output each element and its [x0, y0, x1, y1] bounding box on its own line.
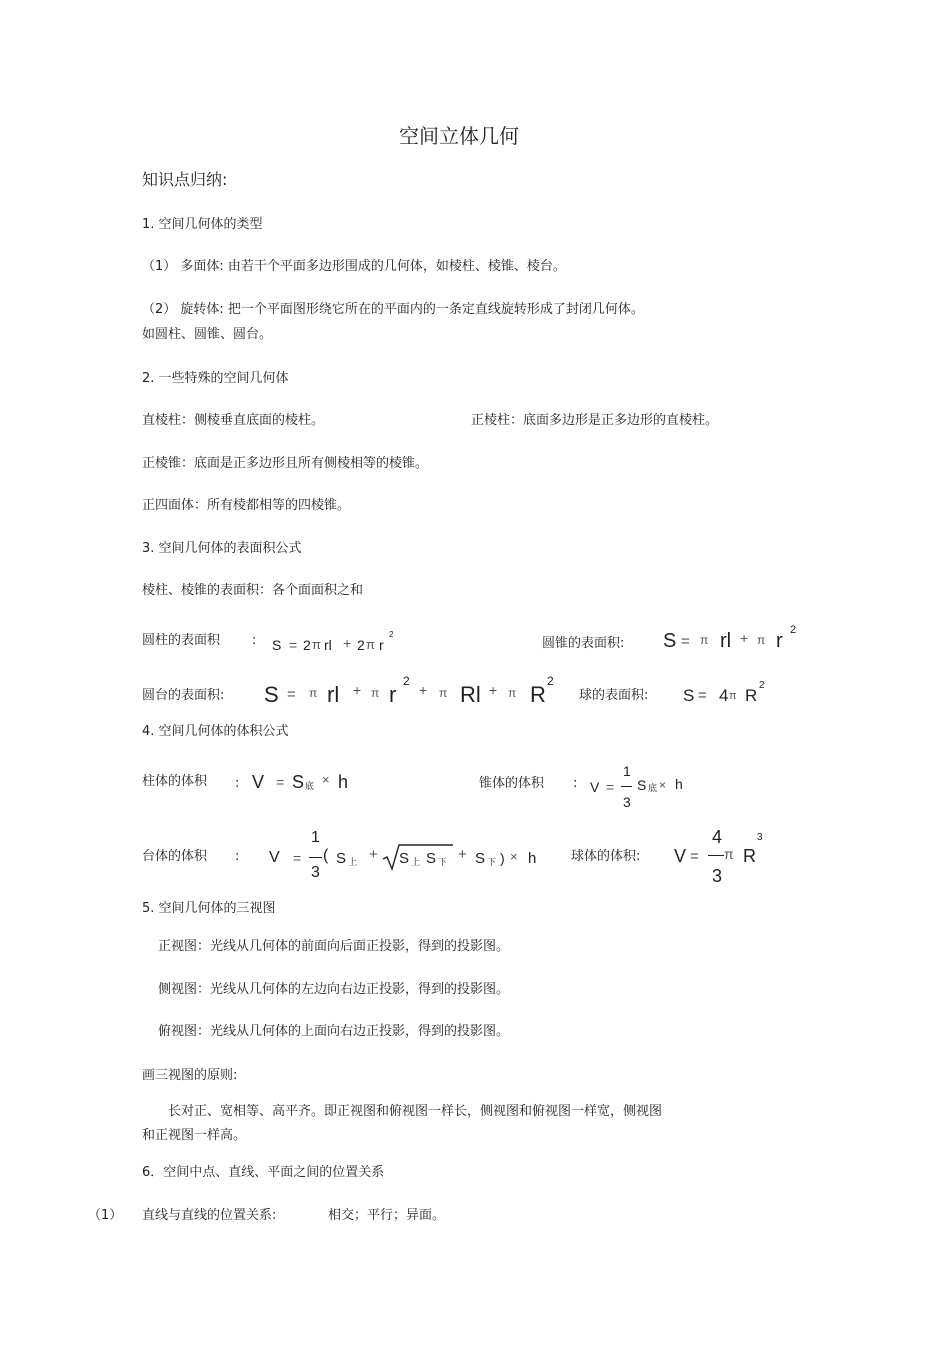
s1-heading: 1. 空间几何体的类型 [142, 217, 263, 232]
formula-exponent: 2 [759, 680, 765, 691]
formula-rl: rl [327, 682, 340, 707]
formula-r: r [389, 682, 397, 707]
formula-pi: π [729, 690, 737, 702]
s2-heading: 2. 一些特殊的空间几何体 [142, 371, 289, 386]
formula-pi: π [371, 686, 380, 700]
formula-pi: π [439, 686, 448, 700]
s1-item-revolution-examples: 如圆柱、圆锥、圆台。 [142, 327, 273, 342]
s2-regular-pyramid: 正棱锥：底面是正多边形且所有侧棱相等的棱锥。 [142, 456, 429, 471]
formula-pi: π [700, 633, 709, 647]
formula-subscript: 下 [438, 857, 448, 867]
formula-s: S [426, 850, 437, 867]
s2-right-prism: 直棱柱：侧棱垂直底面的棱柱。 [142, 413, 325, 428]
s3-prism-pyramid-area: 棱柱、棱锥的表面积：各个面面积之和 [142, 583, 364, 598]
formula-s: S [399, 850, 410, 867]
fraction-bar [708, 855, 724, 856]
s6-item-number: （1） [88, 1208, 123, 1223]
prism-volume-colon: : [235, 776, 240, 791]
formula-numerator: 1 [623, 763, 631, 779]
formula-h: h [675, 776, 683, 792]
s5-heading: 5. 空间几何体的三视图 [142, 901, 276, 916]
formula-times: × [510, 849, 518, 864]
formula-two: 2 [303, 637, 311, 653]
frustum-volume-label: 台体的体积 [142, 849, 208, 864]
s5-principle-line1: 长对正、宽相等、高平齐。即正视图和俯视图一样长，侧视图和俯视图一样宽，侧视图 [168, 1104, 663, 1119]
formula-s: S [683, 686, 695, 705]
formula-exponent: 3 [757, 832, 763, 843]
formula-v: V [269, 849, 280, 866]
formula-four: 4 [719, 686, 729, 705]
s3-heading: 3. 空间几何体的表面积公式 [142, 541, 302, 556]
formula-pi: π [757, 633, 766, 647]
s5-top-view: 俯视图：光线从几何体的上面向右边正投影，得到的投影图。 [158, 1024, 510, 1039]
fraction-bar [309, 857, 322, 858]
formula-subscript: 底 [305, 781, 315, 791]
formula-s: S [264, 682, 279, 707]
formula-s: S [475, 850, 486, 867]
s1-item-polyhedron: （1） 多面体: 由若干个平面多边形围成的几何体，如棱柱、棱锥、棱台。 [142, 259, 566, 274]
s5-principle-heading: 画三视图的原则: [142, 1068, 238, 1083]
formula-rparen: ) [500, 850, 505, 866]
formula-exponent: 2 [403, 674, 410, 688]
formula-two: 2 [357, 637, 365, 653]
formula-plus: + [419, 682, 428, 698]
formula-r: r [379, 637, 384, 653]
formula-plus: + [489, 682, 498, 698]
formula-lparen: ( [323, 847, 329, 864]
s5-side-view: 侧视图：光线从几何体的左边向右边正投影，得到的投影图。 [158, 982, 510, 997]
formula-R: R [745, 686, 758, 705]
formula-v: V [252, 772, 265, 792]
formula-exponent: 2 [790, 624, 797, 636]
formula-s: S [336, 850, 347, 867]
formula-eq: = [698, 687, 707, 704]
formula-eq: = [293, 850, 302, 866]
formula-exponent: 2 [547, 674, 554, 688]
formula-subscript: 下 [487, 857, 497, 867]
formula-r: r [776, 630, 783, 652]
formula-denominator: 3 [623, 794, 631, 810]
formula-plus: + [343, 635, 352, 651]
formula-eq: = [690, 848, 699, 865]
cone-volume-colon: : [573, 776, 578, 791]
formula-plus: + [740, 630, 749, 646]
formula-eq: = [289, 637, 298, 653]
formula-times: × [322, 772, 330, 787]
section-summary-heading: 知识点归纳: [142, 170, 228, 189]
page-title: 空间立体几何 [399, 124, 519, 148]
formula-Rl: Rl [460, 682, 481, 707]
formula-denominator: 3 [712, 866, 723, 886]
prism-volume-label: 柱体的体积 [142, 774, 208, 789]
s1-item-revolution: （2） 旋转体: 把一个平面图形绕它所在的平面内的一条定直线旋转形成了封闭几何体。 [142, 302, 644, 317]
formula-numerator: 4 [712, 827, 723, 847]
formula-pi: π [312, 637, 321, 652]
formula-pi: π [366, 637, 375, 652]
formula-pi: π [724, 846, 734, 862]
formula-s: S [272, 637, 282, 653]
s2-regular-tetrahedron: 正四面体：所有棱都相等的四棱锥。 [142, 498, 351, 513]
s4-heading: 4. 空间几何体的体积公式 [142, 724, 289, 739]
formula-s: S [663, 630, 677, 652]
cone-area-label: 圆锥的表面积: [542, 636, 625, 651]
formula-pi: π [508, 686, 517, 700]
formula-R: R [530, 682, 546, 707]
s2-regular-prism: 正棱柱：底面多边形是正多边形的直棱柱。 [471, 413, 719, 428]
formula-subscript: 上 [348, 857, 358, 867]
cylinder-area-label: 圆柱的表面积 [142, 633, 221, 648]
formula-denominator: 3 [311, 864, 320, 881]
sphere-volume-label: 球体的体积: [571, 849, 641, 864]
formula-subscript: 上 [411, 857, 421, 867]
formula-pi: π [309, 686, 318, 700]
formula-eq: = [276, 774, 285, 790]
formula-eq: = [681, 633, 690, 650]
formula-eq: = [606, 779, 615, 795]
s6-item-label: 直线与直线的位置关系: [142, 1208, 277, 1223]
frustum-volume-colon: : [235, 849, 240, 864]
formula-s: S [637, 777, 647, 793]
s5-front-view: 正视图：光线从几何体的前面向后面正投影，得到的投影图。 [158, 939, 510, 954]
formula-times: × [659, 778, 667, 792]
frustum-area-label: 圆台的表面积: [142, 688, 225, 703]
cone-volume-label: 锥体的体积 [479, 776, 545, 791]
formula-v: V [674, 846, 687, 866]
cylinder-area-colon: : [252, 633, 257, 648]
formula-R: R [743, 846, 756, 866]
formula-h: h [338, 772, 349, 792]
formula-v: V [590, 779, 600, 795]
formula-plus: + [369, 846, 378, 863]
formula-plus: + [353, 682, 362, 698]
formula-h: h [528, 850, 537, 867]
formula-numerator: 1 [311, 829, 320, 846]
formula-rl: rl [720, 630, 732, 652]
formula-exponent: 2 [389, 630, 394, 639]
sphere-area-label: 球的表面积: [579, 688, 649, 703]
s5-principle-line2: 和正视图一样高。 [142, 1128, 247, 1143]
s6-heading: 6．空间中点、直线、平面之间的位置关系 [142, 1165, 385, 1180]
fraction-bar [621, 786, 632, 787]
formula-subscript: 底 [648, 783, 658, 793]
formula-plus: + [458, 846, 467, 863]
formula-eq: = [287, 686, 296, 703]
formula-s: S [292, 772, 305, 792]
s6-item-value: 相交；平行；异面。 [328, 1208, 446, 1223]
formula-rl: rl [324, 637, 332, 653]
